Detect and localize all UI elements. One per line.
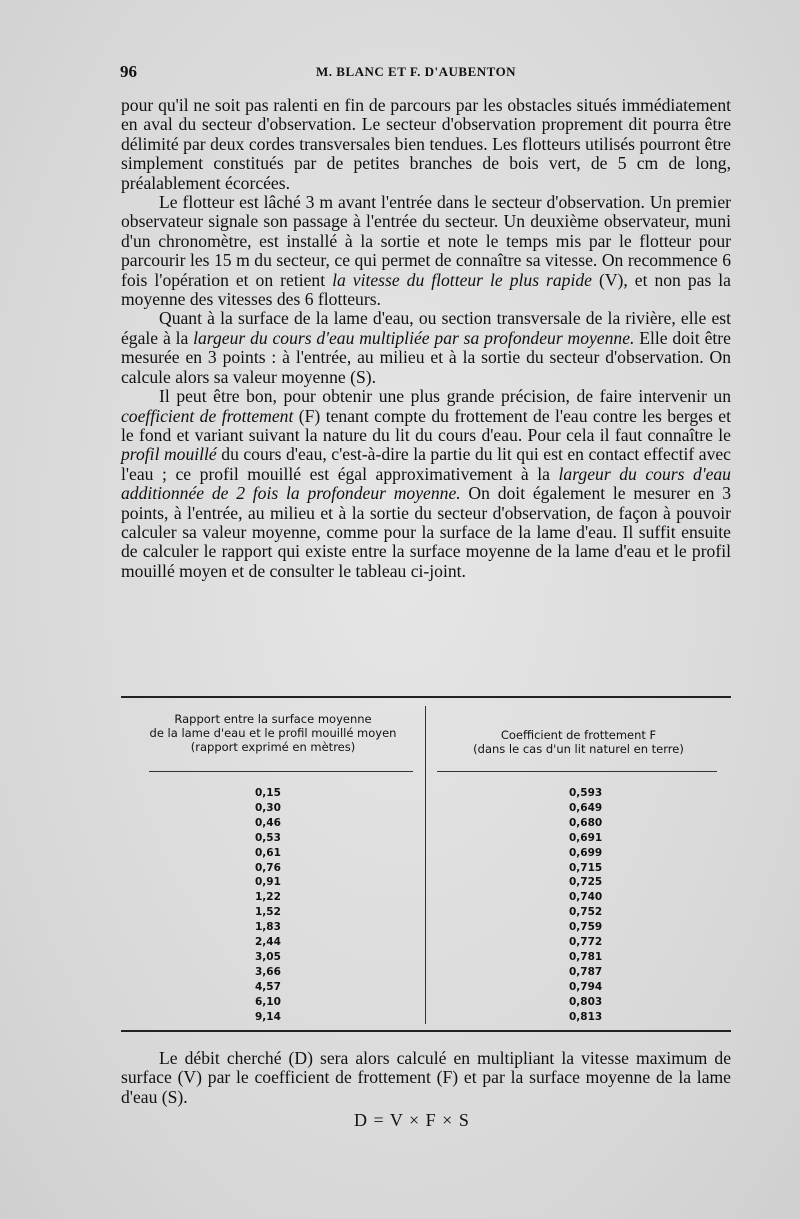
table-cell-ratio: 0,46 [255,816,281,829]
table-column-coefficient [569,786,613,1025]
table-cell-coefficient: 0,752 [569,906,603,919]
table-cell-coefficient: 0,759 [569,921,603,934]
table-cell-coefficient: 0,715 [569,861,603,874]
discharge-formula: D = V × F × S [354,1110,470,1130]
table-cell-coefficient: 0,794 [569,980,603,993]
table-cell-ratio: 4,57 [255,980,281,993]
table-cell-ratio: 3,66 [255,965,281,978]
page-number: 96 [120,62,137,81]
emphasis-friction-coefficient: coefficient de frottement [121,405,294,426]
paragraph-2: Le flotteur est lâché 3 m avant l'entrée dans le secteur d'observation. Un premier observateur signale son passage à l'entrée du secteur. Un deuxième observateur, muni d'un chronomètre, est installé à la sortie et note le temps mis par le flotteur pour parcourir les 15 m du secteur, ce qui permet de connaître sa vitesse. On recommence 6 fois l'opération et on retient la vitesse du flotteur le plus rapide (V), et non pas la moyenne des vitesses des 6 flotteurs. [121,192,731,310]
table-cell-coefficient: 0,781 [569,950,603,963]
table-cell-coefficient: 0,803 [569,995,603,1008]
table-cell-ratio: 1,22 [255,891,281,904]
table-cell-ratio: 2,44 [255,936,281,949]
emphasis-width-depth: largeur du cours d'eau multipliée par sa profondeur moyenne. [193,327,635,348]
table-cell-coefficient: 0,699 [569,846,603,859]
table-cell-coefficient: 0,813 [569,1010,603,1023]
table-cell-ratio: 9,14 [255,1010,281,1023]
emphasis-fastest-float: la vitesse du flotteur le plus rapide [332,269,592,290]
body-text [121,96,731,581]
table-cell-ratio: 1,52 [255,906,281,919]
page-header [120,62,730,84]
paragraph-4: Il peut être bon, pour obtenir une plus grande précision, de faire intervenir un coefficient de frottement (F) tenant compte du frottement de l'eau contre les berges et le fond et variant suivant la nature du lit du cours d'eau. Pour cela il faut connaître le profil mouillé du cours d'eau, c'est-à-dire la partie du lit qui est en contact effectif avec l'eau ; ce profil mouillé est égal approximativement à la largeur du cours d'eau additionnée de 2 fois la profondeur moyenne. On doit également le mesurer en 3 points, à l'entrée, au milieu et à la sortie du secteur d'observation, de façon à pouvoir calculer sa valeur moyenne, comme pour la surface de la lame d'eau. Il suffit ensuite de calculer le rapport qui existe entre la surface moyenne de la lame d'eau et le profil mouillé moyen et de consulter le tableau ci-joint. [121,386,731,581]
table-cell-coefficient: 0,593 [569,787,603,799]
table-header-ratio: Rapport entre la surface moyenne de la lame d'eau et le profil mouillé moyen (rapport exprimé en mètres) [149,712,397,754]
table-cell-ratio: 0,15 [255,787,281,799]
table-cell-coefficient: 0,740 [569,891,603,904]
table-header-rule-right [437,771,717,772]
table-cell-ratio: 0,76 [255,861,281,874]
table-cell-coefficient: 0,772 [569,936,603,949]
table-cell-ratio: 1,83 [255,921,281,934]
table-cell-ratio: 3,05 [255,950,281,963]
table-cell-ratio: 6,10 [255,995,281,1008]
table-cell-coefficient: 0,649 [569,801,603,814]
table-header-coefficient: Coefficient de frottement F (dans le cas d'un lit naturel en terre) [473,728,684,756]
paragraph-3: Quant à la surface de la lame d'eau, ou section transversale de la rivière, elle est égale à la largeur du cours d'eau multipliée par sa profondeur moyenne. Elle doit être mesurée en 3 points : à l'entrée, au milieu et à la sortie du secteur d'observation. On calcule alors sa valeur moyenne (S). [121,308,731,387]
emphasis-wetted-profile: profil mouillé [121,444,217,465]
table-column-ratio [255,786,295,1025]
running-head: M. BLANC ET F. D'AUBENTON [316,64,517,79]
friction-table [121,696,731,1032]
table-header-rule-left [149,771,413,772]
table-cell-coefficient: 0,787 [569,965,603,978]
paragraph-1: pour qu'il ne soit pas ralenti en fin de parcours par les obstacles situés immédiatement en aval du secteur d'observation. Le secteur d'observation proprement dit pourra être délimité par deux cordes transversales bien tendues. Les flotteurs utilisés pourront être simplement constitués par de petites branches de bois vert, de 5 cm de long, préalablement écorcées. [121,95,731,193]
table-cell-coefficient: 0,691 [569,831,603,844]
table-cell-ratio: 0,91 [255,876,281,889]
closing-paragraph: Le débit cherché (D) sera alors calculé en multipliant la vitesse maximum de surface (V) par le coefficient de frottement (F) et par la surface moyenne de la lame d'eau (S). [121,1048,731,1107]
emphasis-width-plus-depth: largeur du cours d'eau additionnée de 2 fois la profondeur moyenne. [121,463,731,504]
table-cell-coefficient: 0,725 [569,876,603,889]
table-cell-ratio: 0,53 [255,831,281,844]
table-cell-ratio: 0,30 [255,801,281,814]
table-cell-ratio: 0,61 [255,846,281,859]
table-cell-coefficient: 0,680 [569,816,603,829]
